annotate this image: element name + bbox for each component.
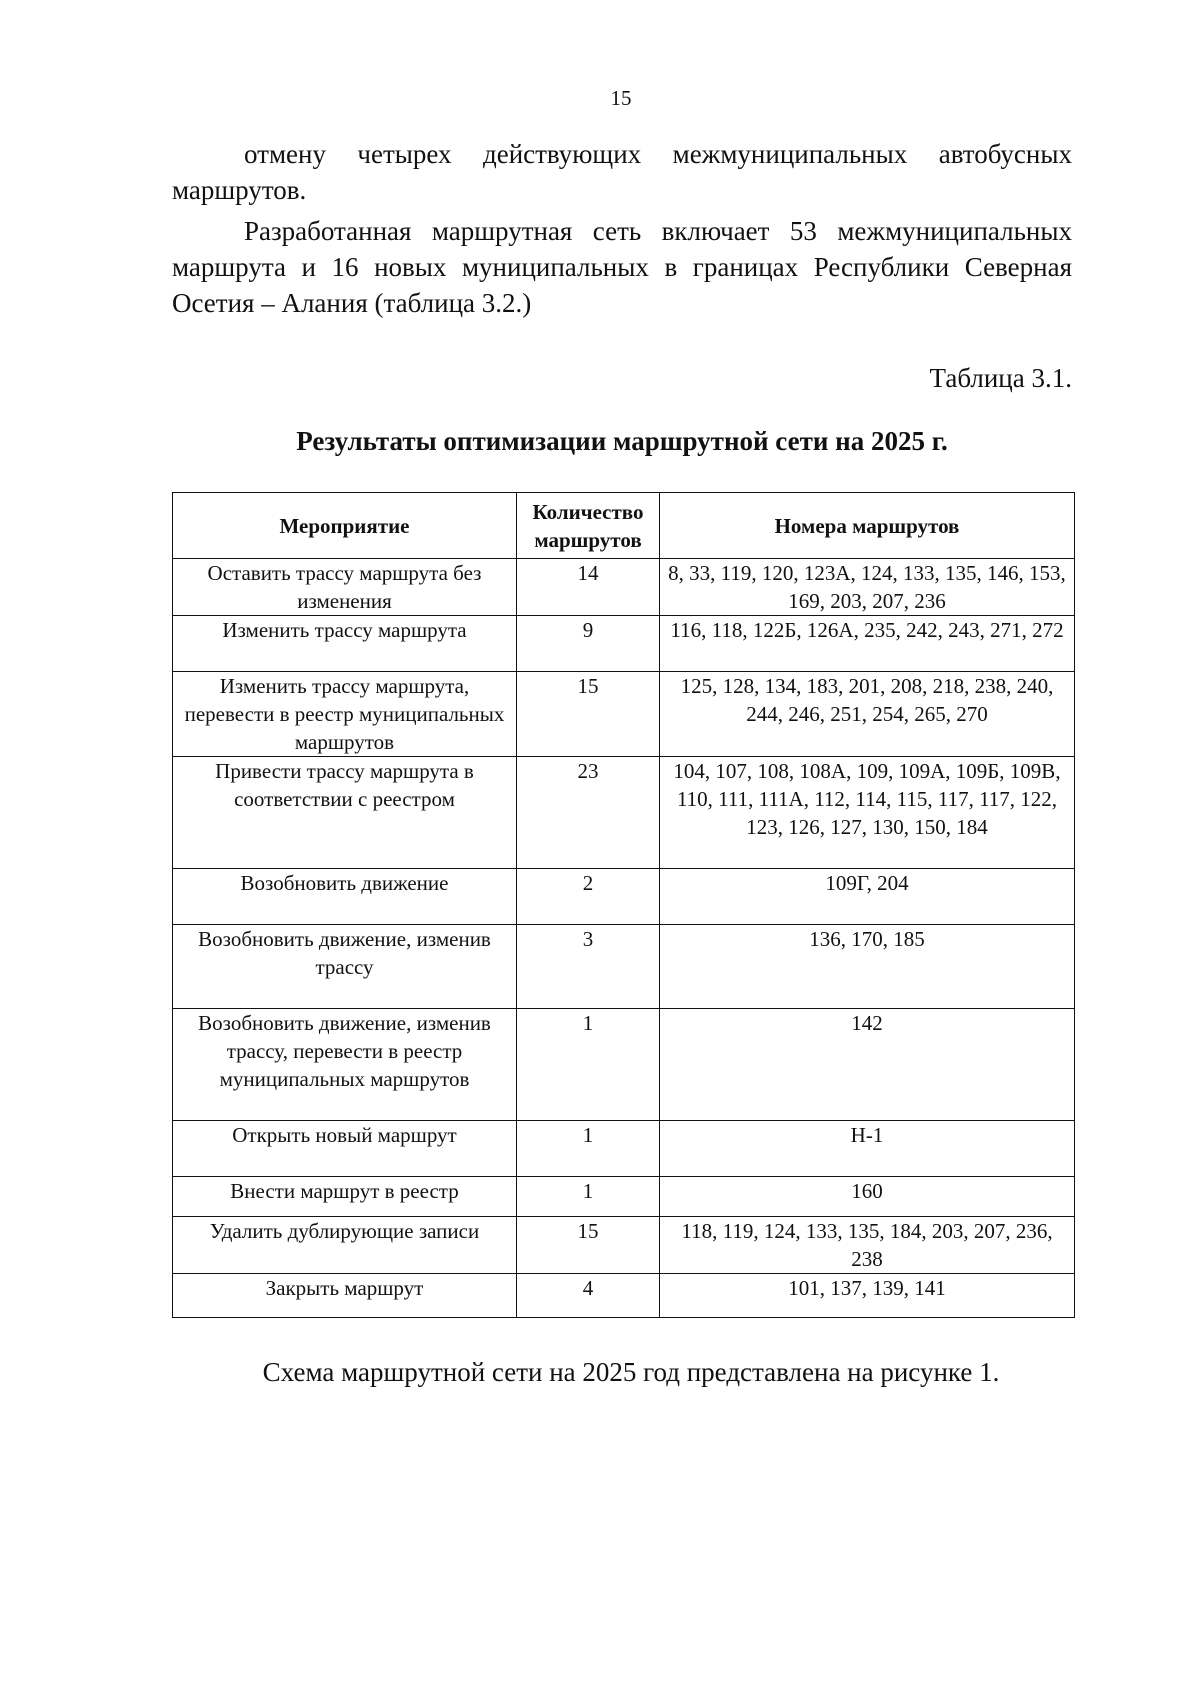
routes-table [172, 492, 1075, 1318]
paragraph-1: отмену четырех действующих межмуниципальных автобусных маршрутов. [172, 139, 1072, 205]
cell-count: 3 [517, 925, 660, 1009]
figure-reference-text: Схема маршрутной сети на 2025 год представлена на рисунке 1. [262, 1357, 1000, 1387]
paragraph-2: Разработанная маршрутная сеть включает 53 межмуниципальных маршрута и 16 новых муниципальных в границах Республики Северная Осетия – Алания (таблица 3.2.) [172, 216, 1072, 318]
cell-action: Возобновить движение [173, 869, 517, 925]
header-action: Мероприятие [173, 493, 517, 559]
cell-action: Возобновить движение, изменив трассу, перевести в реестр муниципальных маршрутов [173, 1009, 517, 1121]
cell-action: Открыть новый маршрут [173, 1121, 517, 1177]
cell-count: 1 [517, 1177, 660, 1217]
cell-routes: 125, 128, 134, 183, 201, 208, 218, 238, 240, 244, 246, 251, 254, 265, 270 [660, 672, 1075, 757]
cell-count: 9 [517, 616, 660, 672]
cell-count: 15 [517, 1217, 660, 1274]
cell-routes: 104, 107, 108, 108А, 109, 109А, 109Б, 109В, 110, 111, 111А, 112, 114, 115, 117, 117, 122, 123, 126, 127, 130, 150, 184 [660, 757, 1075, 869]
cell-routes: 8, 33, 119, 120, 123А, 124, 133, 135, 146, 153, 169, 203, 207, 236 [660, 559, 1075, 616]
cell-routes: 118, 119, 124, 133, 135, 184, 203, 207, 236, 238 [660, 1217, 1075, 1274]
cell-routes: 142 [660, 1009, 1075, 1121]
cell-action: Привести трассу маршрута в соответствии с реестром [173, 757, 517, 869]
cell-count: 1 [517, 1121, 660, 1177]
cell-count: 15 [517, 672, 660, 757]
table-row [173, 1274, 1075, 1318]
table-row [173, 1009, 1075, 1121]
cell-action: Возобновить движение, изменив трассу [173, 925, 517, 1009]
table-row [173, 672, 1075, 757]
cell-action: Изменить трассу маршрута [173, 616, 517, 672]
cell-count: 4 [517, 1274, 660, 1318]
cell-action: Удалить дублирующие записи [173, 1217, 517, 1274]
table-row [173, 616, 1075, 672]
table-row [173, 1217, 1075, 1274]
cell-action: Закрыть маршрут [173, 1274, 517, 1318]
cell-action: Оставить трассу маршрута без изменения [173, 559, 517, 616]
page-number: 15 [610, 86, 632, 110]
table-row [173, 869, 1075, 925]
header-count: Количество маршрутов [517, 493, 660, 559]
table-row [173, 757, 1075, 869]
table-row [173, 925, 1075, 1009]
cell-routes: 116, 118, 122Б, 126А, 235, 242, 243, 271, 272 [660, 616, 1075, 672]
cell-count: 1 [517, 1009, 660, 1121]
cell-count: 23 [517, 757, 660, 869]
cell-routes: 136, 170, 185 [660, 925, 1075, 1009]
table-row [173, 559, 1075, 616]
cell-action: Внести маршрут в реестр [173, 1177, 517, 1217]
table-title: Результаты оптимизации маршрутной сети на 2025 г. [296, 426, 948, 456]
table-header-row [173, 493, 1075, 559]
cell-count: 2 [517, 869, 660, 925]
cell-routes: 160 [660, 1177, 1075, 1217]
header-routes: Номера маршрутов [660, 493, 1075, 559]
table-row [173, 1177, 1075, 1217]
cell-routes: 101, 137, 139, 141 [660, 1274, 1075, 1318]
table-row [173, 1121, 1075, 1177]
cell-count: 14 [517, 559, 660, 616]
cell-routes: 109Г, 204 [660, 869, 1075, 925]
table-label: Таблица 3.1. [929, 363, 1072, 393]
cell-routes: Н-1 [660, 1121, 1075, 1177]
cell-action: Изменить трассу маршрута, перевести в реестр муниципальных маршрутов [173, 672, 517, 757]
